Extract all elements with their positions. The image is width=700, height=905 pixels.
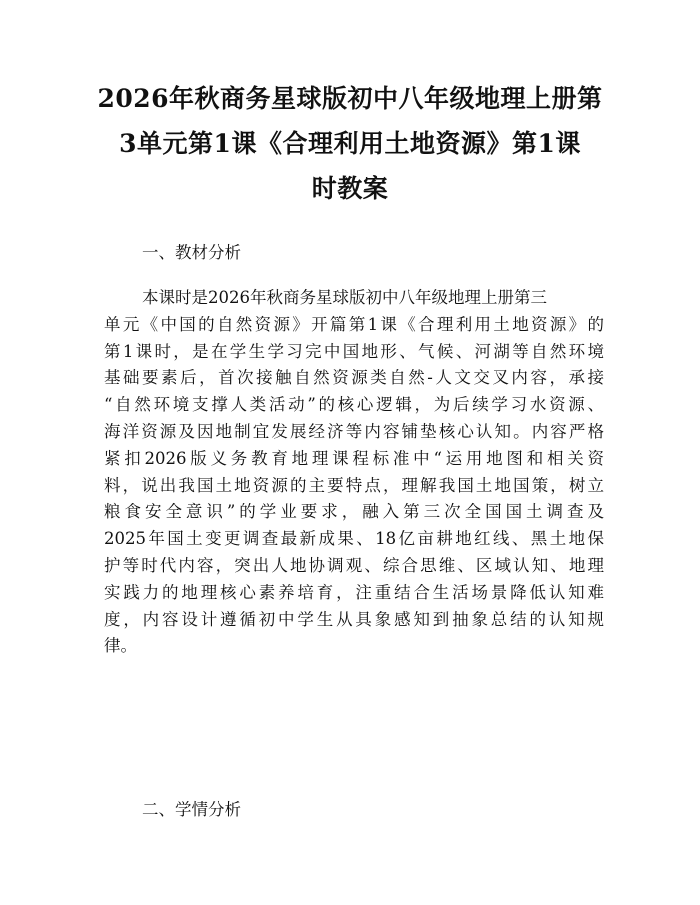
title-line: 3单元第1课《合理利用土地资源》第1课: [119, 129, 581, 158]
paragraph-line: 第1课时，是在学生学习完中国地形、气候、河湖等自然环境: [104, 341, 604, 361]
title-line: 时教案: [311, 174, 389, 203]
title-line: 2026年秋商务星球版初中八年级地理上册第: [97, 84, 603, 113]
paragraph-line: 度，内容设计遵循初中学生从具象感知到抽象总结的认知规: [104, 609, 604, 629]
paragraph-line: 护等时代内容，突出人地协调观、综合思维、区域认知、地理: [104, 555, 604, 575]
paragraph-line: 粮食安全意识”的学业要求，融入第三次全国国土调查及: [104, 502, 604, 522]
paragraph-line: 实践力的地理核心素养培育，注重结合生活场景降低认知难: [104, 582, 604, 602]
paragraph-line: 紧扣2026版义务教育地理课程标准中“运用地图和相关资: [104, 448, 604, 468]
paragraph-line: 基础要素后，首次接触自然资源类自然-人文交叉内容，承接: [104, 368, 604, 388]
paragraph-line: 单元《中国的自然资源》开篇第1课《合理利用土地资源》的: [104, 314, 604, 334]
paragraph-line: 2025年国土变更调查最新成果、18亿亩耕地红线、黑土地保: [104, 529, 604, 549]
document-title: [95, 76, 605, 211]
paragraph-line: 海洋资源及因地制宜发展经济等内容铺垫核心认知。内容严格: [104, 421, 604, 441]
paragraph-line: 律。: [104, 636, 137, 656]
paragraph-line: 料，说出我国土地资源的主要特点，理解我国土地国策，树立: [104, 475, 604, 495]
paragraph-line: “自然环境支撑人类活动”的核心逻辑，为后续学习水资源、: [104, 395, 604, 415]
section-heading-student-analysis: 二、学情分析: [142, 800, 241, 819]
textbook-analysis-paragraph: [104, 285, 604, 660]
section-heading-textbook-analysis: 一、教材分析: [142, 243, 241, 262]
paragraph-line: 本课时是2026年秋商务星球版初中八年级地理上册第三: [142, 288, 547, 307]
